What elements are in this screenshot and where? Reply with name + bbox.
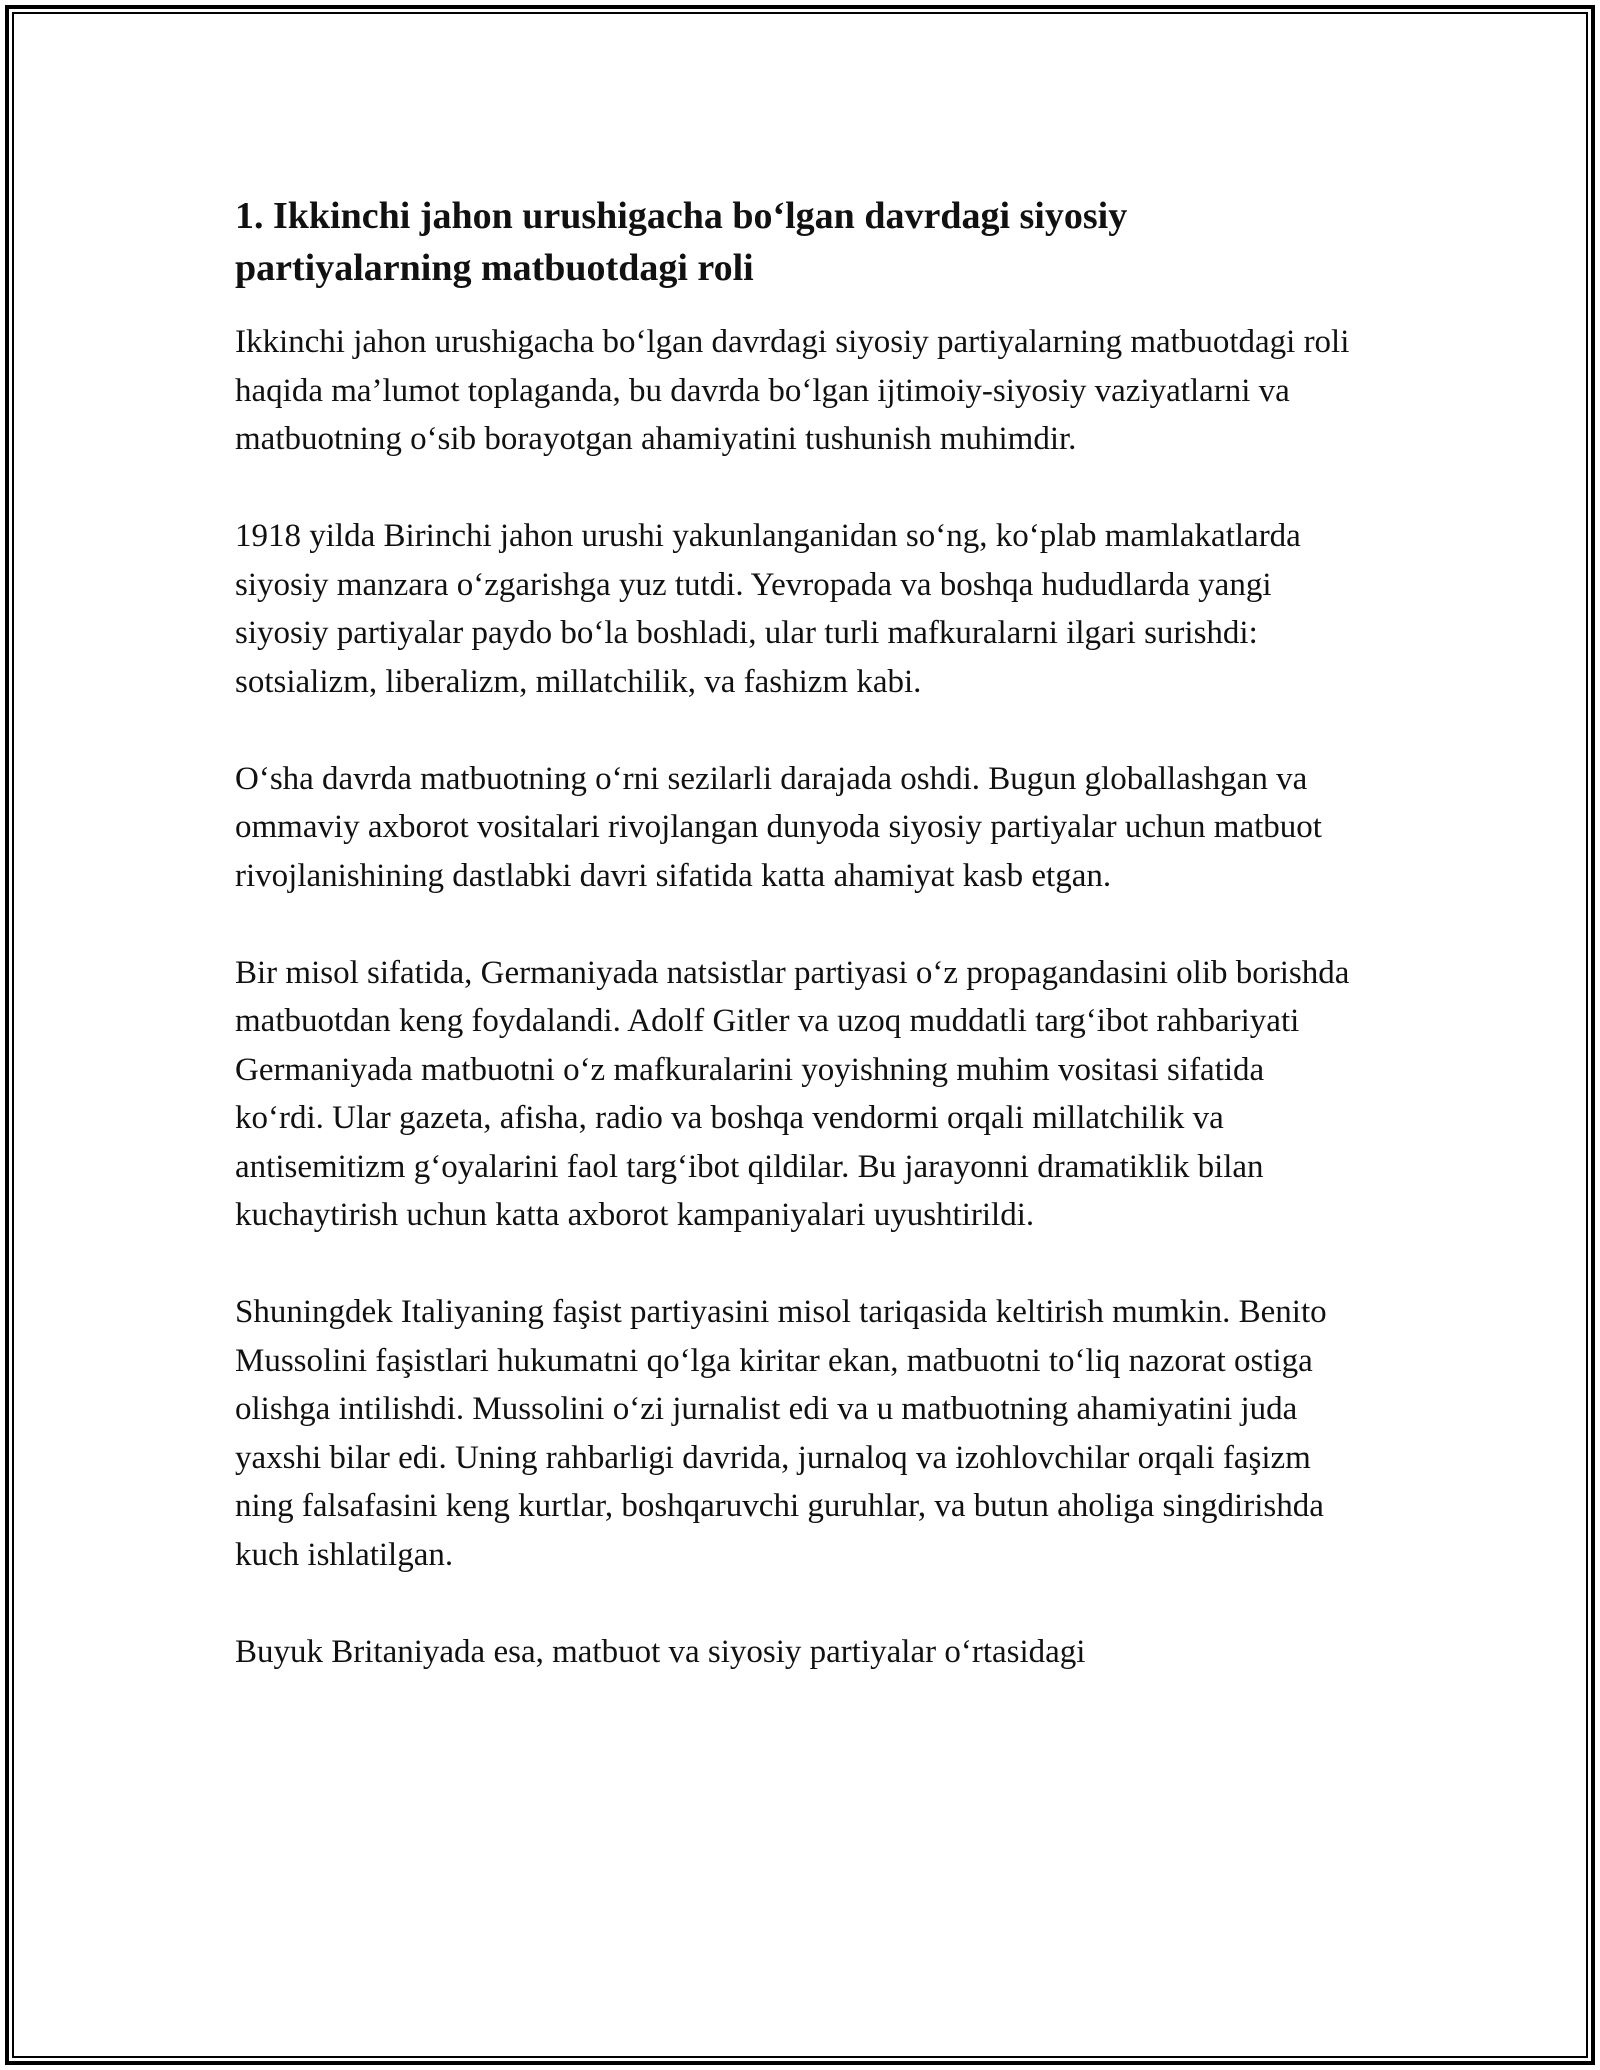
document-title: 1. Ikkinchi jahon urushigacha bo‘lgan davrdagi siyosiy partiyalarning matbuotdagi roli bbox=[235, 195, 1128, 289]
paragraph-5: Shuningdek Italiyaning faşist partiyasini misol tariqasida keltirish mumkin. Benito Mussolini faşistlari hukumatni qo‘lga kiritar ekan, matbuotni to‘liq nazorat ostiga olishga intilishdi. Mussolini o‘zi jurnalist edi va u matbuotning ahamiyatini juda yaxshi bilar edi. Uning rahbarligi davrida, jurnaloq va izohlovchilar orqali faşizm ning falsafasini keng kurtlar, boshqaruvchi guruhlar, va butun aholiga singdirishda kuch ishlatilgan. bbox=[235, 1294, 1327, 1573]
paragraph-2: 1918 yilda Birinchi jahon urushi yakunlanganidan so‘ng, ko‘plab mamlakatlarda siyosiy manzara o‘zgarishga yuz tutdi. Yevropada va boshqa hududlarda yangi siyosiy partiyalar paydo bo‘la boshladi, ular turli mafkuralarni ilgari surishdi: sotsializm, liberalizm, millatchilik, va fashizm kabi. bbox=[235, 518, 1301, 700]
paragraph-1: Ikkinchi jahon urushigacha bo‘lgan davrdagi siyosiy partiyalarning matbuotdagi roli haqida ma’lumot toplaganda, bu davrda bo‘lgan ijtimoiy-siyosiy vaziyatlarni va matbuotning o‘sib borayotgan ahamiyatini tushunish muhimdir. bbox=[235, 324, 1350, 457]
paragraph-6: Buyuk Britaniyada esa, matbuot va siyosiy partiyalar o‘rtasidagi bbox=[235, 1633, 1086, 1670]
paragraph-4: Bir misol sifatida, Germaniyada natsistlar partiyasi o‘z propagandasini olib borishda matbuotdan keng foydalandi. Adolf Gitler va uzoq muddatli targ‘ibot rahbariyati Germaniyada matbuotni o‘z mafkuralarini yoyishning muhim vositasi sifatida ko‘rdi. Ular gazeta, afisha, radio va boshqa vendormi orqali millatchilik va antisemitizm g‘oyalarini faol targ‘ibot qildilar. Bu jarayonni dramatiklik bilan kuchaytirish uchun katta axborot kampaniyalari uyushtirildi. bbox=[235, 954, 1350, 1233]
document-body bbox=[235, 180, 1355, 1725]
paragraph-3: O‘sha davrda matbuotning o‘rni sezilarli darajada oshdi. Bugun globallashgan va ommaviy axborot vositalari rivojlangan dunyoda siyosiy partiyalar uchun matbuot rivojlanishining dastlabki davri sifatida katta ahamiyat kasb etgan. bbox=[235, 760, 1322, 894]
